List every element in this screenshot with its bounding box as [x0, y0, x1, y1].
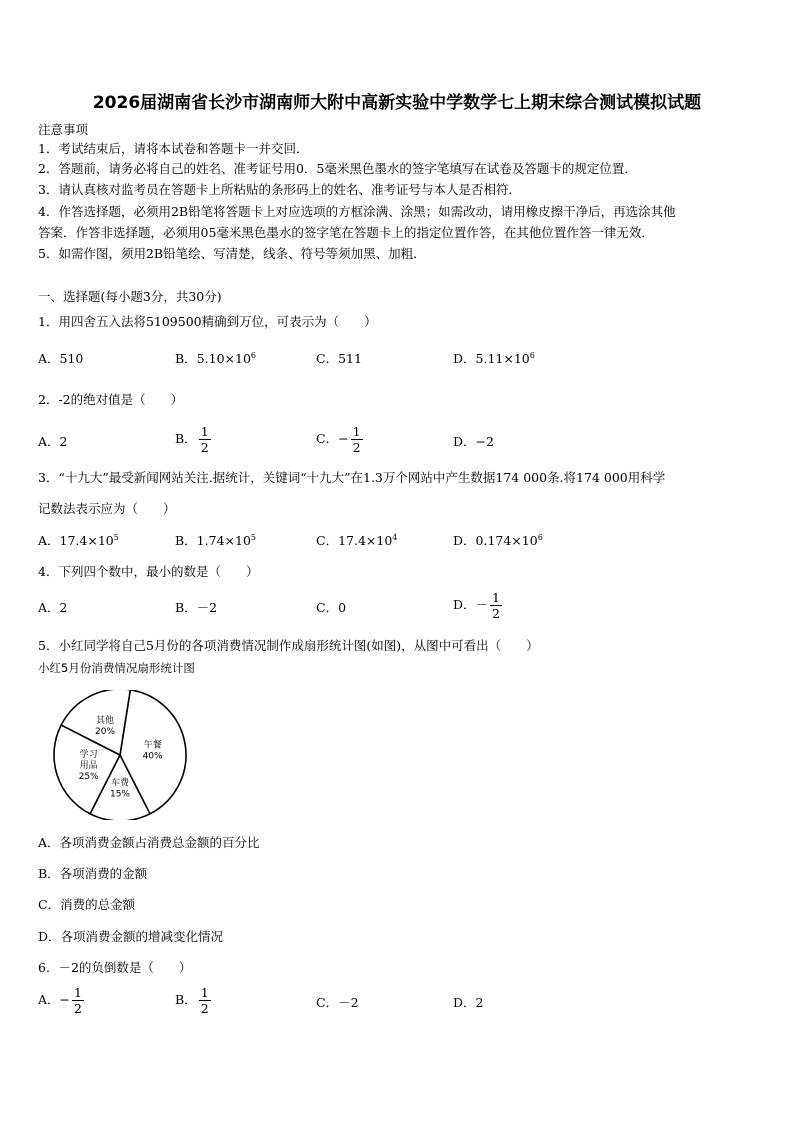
q3-option-a: A．$17.4\times 10^5$ [38, 532, 119, 548]
q2-option-b: B． $\frac{1}{2}$ [175, 424, 209, 455]
q5-option-a: A．各项消费金额占消费总金额的百分比 [38, 835, 260, 850]
pie-chart [50, 690, 200, 820]
q6-option-c: C．－2 [316, 995, 359, 1010]
q4-option-a: A．2 [38, 600, 68, 615]
q5-option-d: D．各项消费金额的增减变化情况 [38, 929, 224, 944]
q3-option-b: B．$1.74\times 10^5$ [175, 532, 256, 548]
pie-slice-label: 其他 [96, 716, 115, 727]
fraction: $\frac{1}{2}$ [74, 985, 82, 1016]
pie-slice-label: 用品 [79, 761, 98, 772]
question-1-stem: 1．用四舍五入法将5109500精确到万位，可表示为（ ） [38, 314, 377, 329]
q4-option-d: D．－ $\frac{1}{2}$ [453, 590, 500, 621]
notice-item-4-cont: 答案．作答非选择题，必须用05毫米黑色墨水的签字笔在答题卡上的指定位置作答，在其他位置作答一律无效． [38, 225, 654, 240]
pie-slice-label: 午餐 [143, 740, 162, 751]
page-title: 2026届湖南省长沙市湖南师大附中高新实验中学数学七上期末综合测试模拟试题 [92, 93, 702, 113]
q3-option-c: C．$17.4\times 10^4$ [316, 532, 398, 548]
q2-option-c: C．− $\frac{1}{2}$ [316, 424, 361, 455]
chart-title: 小红5月份消费情况扇形统计图 [38, 661, 195, 675]
q4-option-b: B．－2 [175, 600, 218, 615]
pie-slice-label: 25% [78, 772, 99, 783]
pie-slice-label: 学习 [79, 750, 98, 761]
q2-option-d: D．−2 [453, 434, 494, 449]
notice-item-5: 5．如需作图，须用2B铅笔绘、写清楚，线条、符号等须加黑、加粗． [38, 246, 426, 261]
q2-option-a: A．2 [38, 434, 68, 449]
q1-option-b: B．$5.10\times 10^6$ [175, 350, 256, 366]
notice-item-2: 2．答题前，请务必将自己的姓名、准考证号用0．5毫米黑色墨水的签字笔填写在试卷及答题卡的规定位置． [38, 161, 637, 176]
section-heading: 一、选择题(每小题3分，共30分) [38, 289, 222, 304]
q6-option-b: B． $\frac{1}{2}$ [175, 985, 209, 1016]
question-3-stem-line1: 3．“十九大”最受新闻网站关注.据统计，关键词“十九大”在1.3万个网站中产生数据174 000条.将174 000用科学 [38, 470, 666, 485]
pie-slice-label: 车费 [110, 778, 130, 789]
notice-item-1: 1．考试结束后，请将本试卷和答题卡一并交回． [38, 141, 309, 156]
q4-option-c: C．0 [316, 600, 347, 615]
q5-option-c: C．消费的总金额 [38, 897, 136, 912]
question-2-stem: 2．-2的绝对值是（ ） [38, 392, 184, 407]
q3-option-d: D．$0.174\times 10^6$ [453, 532, 543, 548]
question-4-stem: 4．下列四个数中，最小的数是（ ） [38, 564, 259, 579]
q1-option-d: D．$5.11\times 10^6$ [453, 350, 535, 366]
notice-item-3: 3．请认真核对监考员在答题卡上所粘贴的条形码上的姓名、准考证号与本人是否相符． [38, 182, 521, 197]
q1-option-a: A．510 [38, 351, 84, 366]
fraction: $\frac{1}{2}$ [492, 590, 500, 621]
fraction: $\frac{1}{2}$ [200, 985, 209, 1016]
notice-heading: 注意事项 [38, 122, 89, 137]
q1-option-c: C．511 [316, 351, 362, 366]
pie-slice-label: 15% [109, 789, 131, 800]
notice-item-4: 4．作答选择题，必须用2B铅笔将答题卡上对应选项的方框涂满、涂黑；如需改动，请用橡皮擦干净后，再选涂其他 [38, 204, 676, 219]
q6-option-d: D．2 [453, 995, 484, 1010]
q6-option-a: A．− $\frac{1}{2}$ [38, 985, 82, 1016]
question-6-stem: 6．－2的负倒数是（ ） [38, 960, 192, 975]
pie-slice-label: 40% [142, 751, 163, 762]
fraction: $\frac{1}{2}$ [200, 424, 209, 455]
pie-slice-label: 20% [95, 727, 116, 738]
q5-option-b: B．各项消费的金额 [38, 866, 148, 881]
question-5-stem: 5．小红同学将自己5月份的各项消费情况制作成扇形统计图(如图)，从图中可看出（ ） [38, 638, 539, 653]
fraction: $\frac{1}{2}$ [352, 424, 361, 455]
question-3-stem-line2: 记数法表示应为（ ） [38, 501, 176, 516]
